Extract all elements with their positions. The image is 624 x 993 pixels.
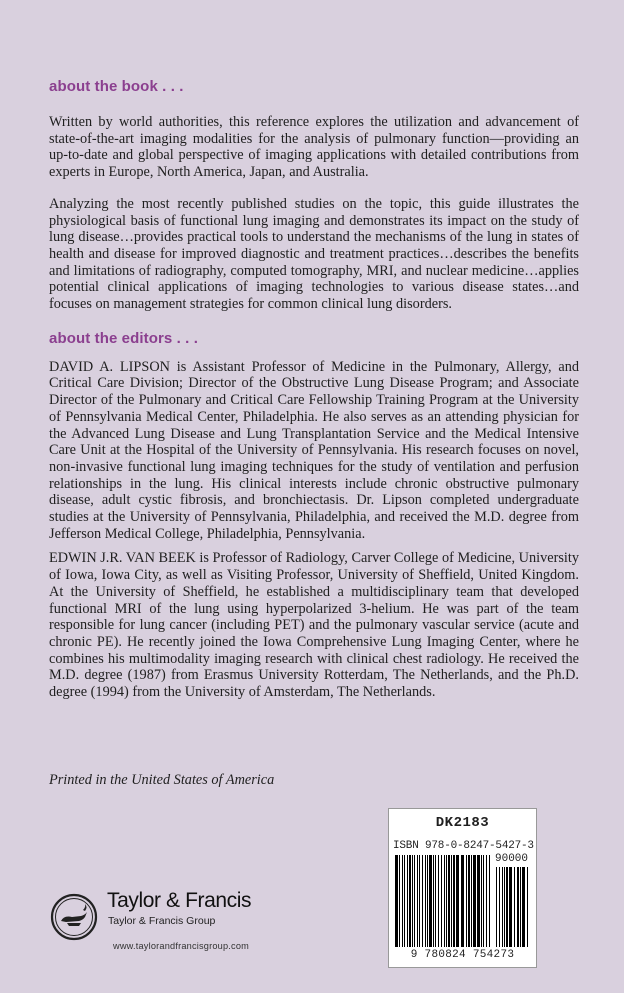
barcode-box [388, 808, 537, 968]
barcode-bar [502, 867, 503, 947]
barcode-bar [444, 855, 445, 947]
barcode-bar [522, 867, 525, 947]
barcode-bar [520, 867, 521, 947]
book-description-paragraph: Written by world authorities, this reference explores the utilization and advancement of state-of-the-art imaging modalities for the analysis of pulmonary function—providing an up-to-date and global perspective of imaging applications with detailed contributions from experts in Europe, North America, Japan, and Australia. [49, 114, 579, 181]
printed-in-notice: Printed in the United States of America [49, 772, 275, 788]
barcode-bar [489, 855, 490, 947]
editor-lipson-bio: DAVID A. LIPSON is Assistant Professor of Medicine in the Pulmonary, Allergy, and Critical Care Division; Director of the Obstructive Lung Disease Program; and Associate Director of the Pulmonary and Critical Care Fellowship Training Program at the University of Pennsylvania Medical Center, Philadelphia. He also serves as an attending physician for the Advanced Lung Disease and Lung Transplantation Service and the Medical Intensive Care Unit at the Hospital of the University of Pennsylvania. His research focuses on novel, non-invasive functional lung imaging techniques for the study of ventilation and perfusion relationships in the lung. His clinical interests include chronic obstructive pulmonary disease, adult cystic fibrosis, and bronchiectasis. Dr. Lipson completed undergraduate studies at the University of Pennsylvania, Philadelphia, and received the M.D. degree from Jefferson Medical College, Philadelphia, Pennsylvania. [49, 358, 579, 542]
barcode-bar [499, 867, 500, 947]
publisher-group: Taylor & Francis Group [108, 915, 216, 927]
barcode-icon [394, 855, 492, 947]
publisher-url[interactable]: www.taylorandfrancisgroup.com [113, 941, 250, 951]
barcode-bar [477, 855, 480, 947]
barcode-bar [422, 855, 423, 947]
isbn-number: ISBN 978-0-8247-5427-3 [393, 840, 534, 852]
barcode-bar [402, 855, 403, 947]
barcode-bar [483, 855, 484, 947]
barcode-bar [504, 867, 505, 947]
barcode-bar [407, 855, 408, 947]
barcode-bar [446, 855, 447, 947]
ean-number: 9 780824 754273 [410, 949, 515, 961]
barcode-bar [453, 855, 455, 947]
barcode-bar [425, 855, 426, 947]
about-editors-heading: about the editors . . . [49, 329, 198, 347]
barcode-bar [461, 855, 464, 947]
barcode-bar [395, 855, 398, 947]
taylor-francis-lamp-logo-icon [50, 893, 98, 941]
barcode-bar [456, 855, 459, 947]
barcode-bar [417, 855, 418, 947]
main-content [49, 78, 579, 701]
publisher-name: Taylor & Francis [107, 889, 252, 912]
barcode-bar [438, 855, 439, 947]
barcode-bar [399, 855, 400, 947]
price-barcode-icon [495, 867, 531, 947]
barcode-bar [419, 855, 420, 947]
barcode-bar [527, 867, 528, 947]
barcode-bar [433, 855, 434, 947]
about-book-heading: about the book . . . [49, 78, 184, 95]
barcode-bar [468, 855, 470, 947]
barcode-bar [409, 855, 411, 947]
barcode-bar [427, 855, 428, 947]
barcode-bar [509, 867, 512, 947]
barcode-bar [496, 867, 497, 947]
barcode-bar [412, 855, 413, 947]
price-code: 90000 [495, 853, 529, 865]
barcode-bar [471, 855, 472, 947]
barcode-bar [481, 855, 482, 947]
barcode-bar [404, 855, 405, 947]
barcode-bar [517, 867, 519, 947]
barcode-bar [441, 855, 442, 947]
barcode-bar [414, 855, 415, 947]
barcode-bar [451, 855, 452, 947]
book-analysis-paragraph: Analyzing the most recently published studies on the topic, this guide illustrates the physiological basis of functional lung imaging and demonstrates its impact on the study of lung disease…provides practical tools to understand the mechanisms of the lung in states of health and disease for improved diagnostic and treatment practices…describes the benefits and limitations of radiography, computed tomography, MRI, and nuclear medicine…applies potential clinical applications of imaging technologies to various disease states…and focuses on management strategies for common clinical lung disorders. [49, 195, 579, 313]
barcode-bar [429, 855, 432, 947]
barcode-bar [448, 855, 450, 947]
barcode-bar [506, 867, 508, 947]
barcode-bar [486, 855, 487, 947]
barcode-bar [473, 855, 476, 947]
barcode-bar [466, 855, 467, 947]
barcode-bar [514, 867, 515, 947]
editor-van-beek-bio: EDWIN J.R. VAN BEEK is Professor of Radiology, Carver College of Medicine, University of Iowa, Iowa City, as well as Visiting Professor, University of Sheffield, United Kingdom. At the University of Sheffield, he established a multidisciplinary team that developed functional MRI of the lung using hyperpolarized 3-helium. He was part of the team responsible for lung cancer (including PET) and the pulmonary vascular service (acute and chronic PE). He recently joined the Iowa Comprehensive Lung Imaging Center, where he combines his multimodality imaging research with clinical chest radiology. He received the M.D. degree (1987) from Erasmus University Rotterdam, The Netherlands, and the Ph.D. degree (1994) from the University of Amsterdam, The Netherlands. [49, 550, 579, 701]
product-code: DK2183 [435, 815, 490, 831]
barcode-bar [435, 855, 436, 947]
